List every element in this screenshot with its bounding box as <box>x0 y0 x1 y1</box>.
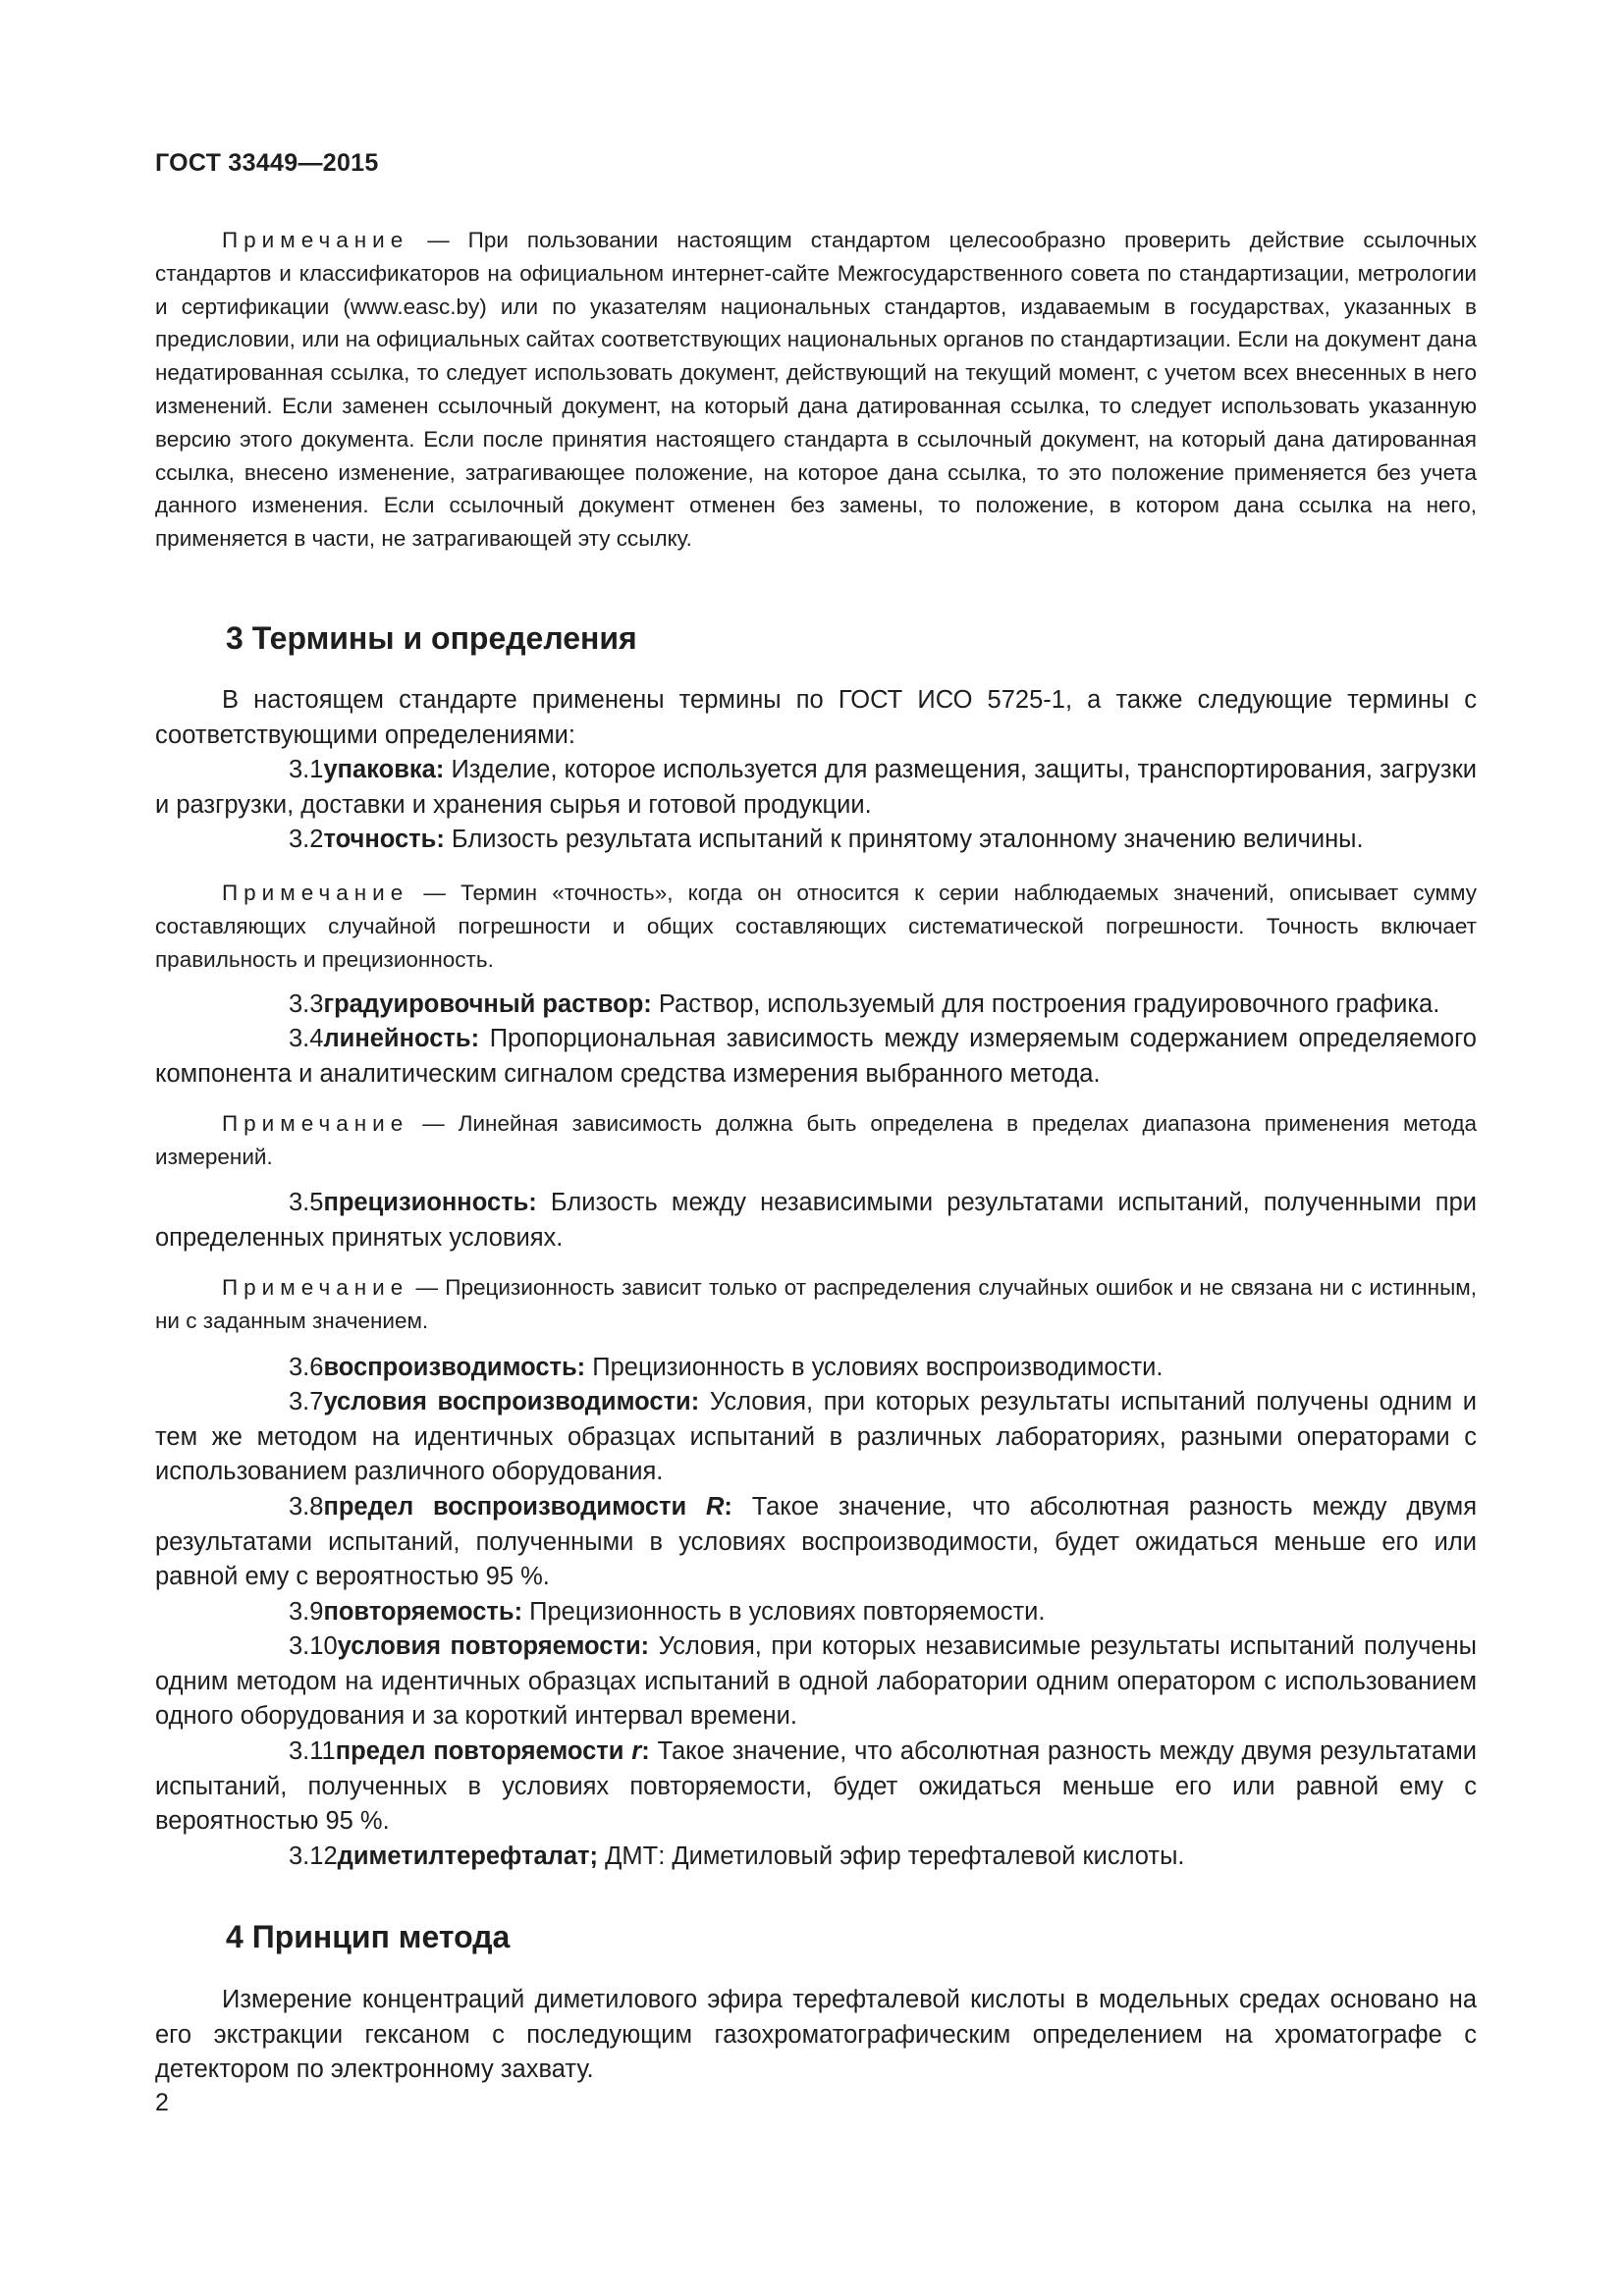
term-definition: Раствор, используемый для построения градуировочного графика. <box>651 990 1440 1018</box>
note-label: Примечание <box>222 881 409 905</box>
note-dash: — <box>408 881 461 905</box>
note-text: Прецизионность зависит только от распределения случайных ошибок и не связана ни с истинным, ни с заданным значением. <box>155 1275 1477 1333</box>
term-definition: Условия, при которых независимые результаты испытаний получены одним методом на идентичных образцах испытаний в одной лаборатории одним оператором с использованием одного оборудования и за короткий интервал времени. <box>155 1632 1477 1730</box>
note-dash: — <box>408 1275 446 1300</box>
term-number: 3.2 <box>289 826 324 853</box>
term-definition: Такое значение, что абсолютная разность между двумя результатами испытаний, полученных в условиях повторяемости, будет ожидаться меньше его или равной ему с вероятностью 95 %. <box>155 1737 1478 1835</box>
term-number: 3.3 <box>289 990 324 1018</box>
term-name: воспроизводимость: <box>323 1354 586 1381</box>
term-symbol: R <box>705 1493 725 1521</box>
note-normative-references <box>155 224 1477 556</box>
term-definition: Условия, при которых результаты испытаний получены одним и тем же методом на идентичных образцах испытаний в различных лабораториях, разными операторами с использованием различного оборудования. <box>155 1388 1478 1485</box>
page-number: 2 <box>155 2089 169 2116</box>
term-number: 3.11 <box>289 1737 336 1765</box>
term-name: условия воспроизводимости: <box>323 1388 700 1415</box>
note-label: Примечание <box>222 1275 409 1300</box>
note-text: Линейная зависимость должна быть определена в пределах диапазона применения метода измерений. <box>155 1111 1477 1169</box>
term-number: 3.5 <box>289 1189 324 1216</box>
term-name: повторяемость: <box>323 1598 523 1626</box>
term-definition: ДМТ: Диметиловый эфир терефталевой кислоты. <box>598 1842 1185 1870</box>
note-3-2 <box>155 877 1477 976</box>
term-3-1 <box>155 753 1477 823</box>
section-3-intro: В настоящем стандарте применены термины по ГОСТ ИСО 5725-1, а также следующие термины с соответствующими определениями: <box>155 686 1477 749</box>
term-3-4 <box>155 1022 1477 1092</box>
term-name: прецизионность: <box>323 1189 537 1216</box>
term-3-10 <box>155 1629 1477 1735</box>
term-colon: : <box>724 1493 732 1521</box>
term-name: упаковка: <box>323 756 445 783</box>
term-3-11 <box>155 1735 1477 1840</box>
term-definition: Прецизионность в условиях повторяемости. <box>522 1598 1046 1626</box>
term-number: 3.9 <box>289 1598 324 1626</box>
term-colon: : <box>641 1737 650 1765</box>
term-name: диметилтерефталат; <box>337 1842 599 1870</box>
term-definition: Такое значение, что абсолютная разность между двумя результатами испытаний, полученными в условиях воспроизводимости, будет ожидаться меньше его или равной ему с вероятностью 95 %. <box>155 1493 1478 1590</box>
term-definition: Близость результата испытаний к принятому эталонному значению величины. <box>444 826 1364 853</box>
section-4-heading: 4 Принцип метода <box>226 1919 511 1954</box>
term-number: 3.4 <box>289 1025 324 1052</box>
note-3-5 <box>155 1271 1477 1338</box>
term-3-8 <box>155 1490 1477 1595</box>
term-name: линейность: <box>323 1025 480 1052</box>
term-number: 3.6 <box>289 1354 324 1381</box>
note-text: Термин «точность», когда он относится к серии наблюдаемых значений, описывает сумму составляющих случайной погрешности и общих составляющих систематической погрешности. Точность включает правильность и прецизионность. <box>155 881 1477 972</box>
term-number: 3.12 <box>289 1842 338 1870</box>
term-number: 3.8 <box>289 1493 324 1521</box>
term-number: 3.7 <box>289 1388 324 1415</box>
term-3-2 <box>155 823 1477 858</box>
term-3-7 <box>155 1385 1477 1490</box>
section-3-heading: 3 Термины и определения <box>226 620 637 656</box>
term-3-6 <box>155 1351 1477 1386</box>
term-definition: Пропорциональная зависимость между измеряемым содержанием определяемого компонента и аналитическим сигналом средства измерения выбранного метода. <box>155 1025 1477 1088</box>
term-symbol: r <box>631 1737 642 1765</box>
term-name: предел воспроизводимости <box>323 1493 706 1521</box>
term-number: 3.1 <box>289 756 324 783</box>
term-definition: Прецизионность в условиях воспроизводимости. <box>585 1354 1164 1381</box>
note-3-4 <box>155 1107 1477 1174</box>
term-number: 3.10 <box>289 1632 338 1660</box>
term-definition: Изделие, которое используется для размещения, защиты, транспортирования, загрузки и разгрузки, доставки и хранения сырья и готовой продукции. <box>155 756 1477 819</box>
term-3-12 <box>155 1840 1477 1875</box>
term-3-9 <box>155 1595 1477 1630</box>
note-label: Примечание <box>222 228 409 252</box>
term-name: точность: <box>323 826 445 853</box>
note-dash: — <box>408 228 468 252</box>
term-name: градуировочный раствор: <box>323 990 652 1018</box>
term-name: условия повторяемости: <box>337 1632 650 1660</box>
term-definition: Близость между независимыми результатами испытаний, полученными при определенных принятых условиях. <box>155 1189 1477 1252</box>
note-text: При пользовании настоящим стандартом целесообразно проверить действие ссылочных стандартов и классификаторов на официальном интернет-сайте Межгосударственного совета по стандартизации, метрологии и сертификации (www.easc.by) или по указателям национальных стандартов, издаваемым в государствах, указанных в предисловии, или на официальных сайтах соответствующих национальных органов по стандартизации. Если на документ дана недатированная ссылка, то следует использовать документ, действующий на текущий момент, с учетом всех внесенных в него изменений. Если заменен ссылочный документ, на который дана датированная ссылка, то следует использовать указанную версию этого документа. Если после принятия настоящего стандарта в ссылочный документ, на который дана датированная ссылка, внесено изменение, затрагивающее положение, на которое дана ссылка, то это положение применяется без учета данного изменения. Если ссылочный документ отменен без замены, то положение, в котором дана ссылка на него, применяется в части, не затрагивающей эту ссылку. <box>155 228 1477 552</box>
note-label: Примечание <box>222 1111 409 1136</box>
section-4-text: Измерение концентраций диметилового эфира терефталевой кислоты в модельных средах основано на его экстракции гексаном с последующим газохроматографическим определением на хроматографе с детектором по электронному захвату. <box>155 1986 1477 2083</box>
document-header: ГОСТ 33449—2015 <box>155 149 379 177</box>
term-3-5 <box>155 1186 1477 1255</box>
note-dash: — <box>408 1111 459 1136</box>
term-name: предел повторяемости <box>335 1737 632 1765</box>
term-3-3 <box>155 988 1477 1023</box>
